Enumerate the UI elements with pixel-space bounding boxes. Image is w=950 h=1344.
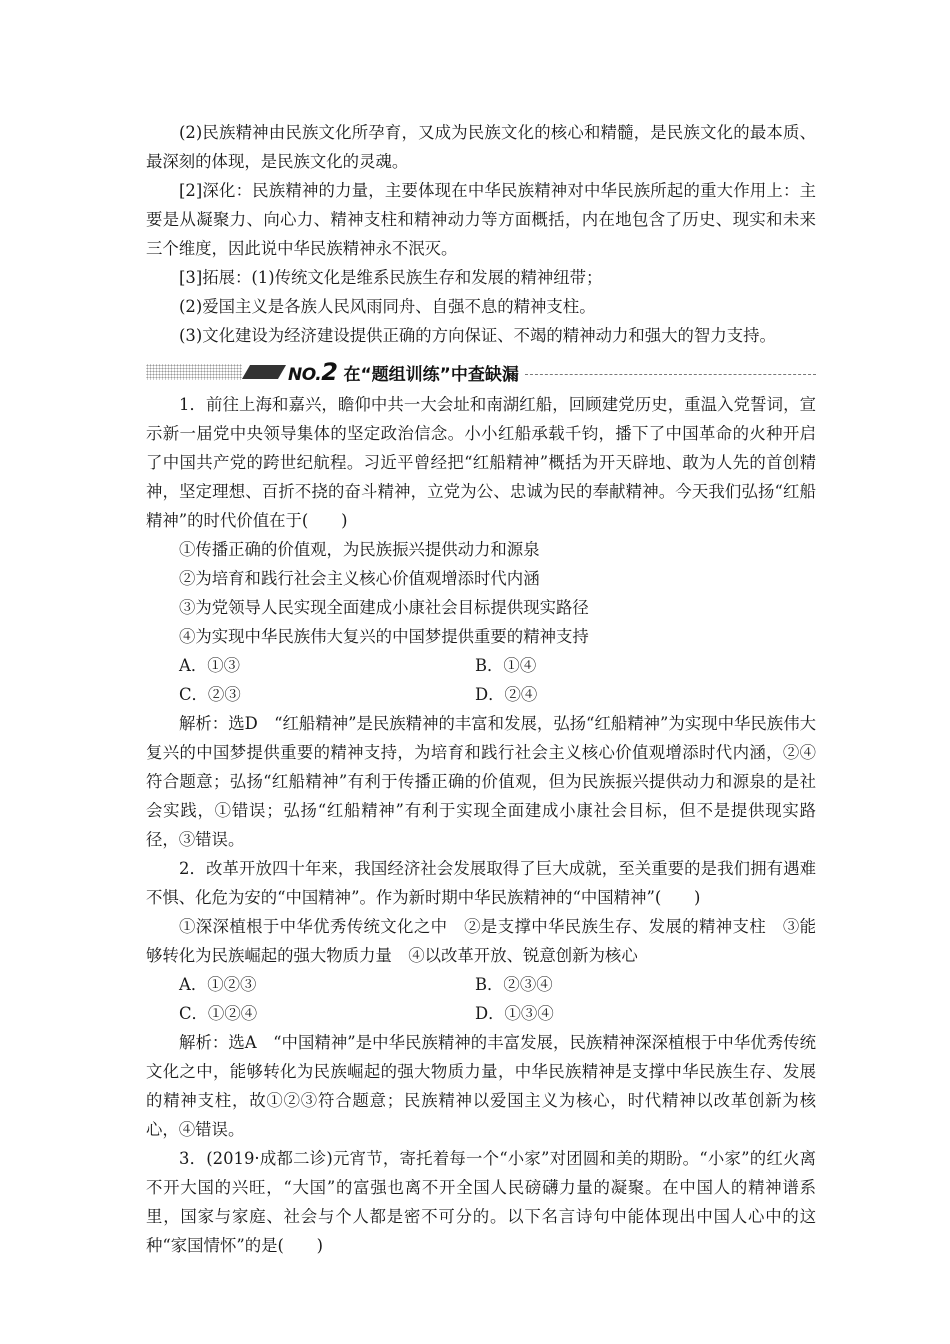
question-1-item: ②为培育和践行社会主义核心价值观增添时代内涵 xyxy=(179,569,540,588)
question-3-stem: 3．(2019·成都二诊)元宵节，寄托着每一个“小家”对团圆和美的期盼。“小家”的红火离不开大国的兴旺，“大国”的富强也离不开全国人民磅礴力量的凝聚。在中国人的精神谱系里，国家与家庭、社会与个人都是密不可分的。以下名言诗句中能体现出中国人心中的这种“家国情怀”的是( ) xyxy=(146,1149,816,1255)
document-page xyxy=(146,118,816,1260)
section-title: 在“题组训练”中查缺漏 xyxy=(343,364,519,385)
section-banner xyxy=(146,356,816,388)
question-1-analysis: 解析：选D “红船精神”是民族精神的丰富和发展，弘扬“红船精神”为实现中华民族伟大复兴的中国梦提供重要的精神支持，为培育和践行社会主义核心价值观增添时代内涵，②④符合题意；弘扬“红船精神”有利于传播正确的价值观，但为民族振兴提供动力和源泉的是社会实践，①错误；弘扬“红船精神”有利于实现全面建成小康社会目标，但不是提供现实路径，③错误。 xyxy=(146,714,816,849)
question-1-option-d: D．②④ xyxy=(475,685,538,704)
question-2-stem: 2．改革开放四十年来，我国经济社会发展取得了巨大成就，至关重要的是我们拥有遇难不惧、化危为安的“中国精神”。作为新时期中华民族精神的“中国精神”( ) xyxy=(146,859,816,907)
question-1-options-row-1 xyxy=(146,651,816,680)
question-2-option-a: A．①②③ xyxy=(179,975,257,994)
question-2-option-c: C．①②④ xyxy=(179,1004,258,1023)
intro-paragraph-3: [3]拓展：(1)传统文化是维系民族生存和发展的精神纽带； xyxy=(179,268,603,287)
section-number-label: NO. xyxy=(288,365,322,385)
question-1-option-b: B．①④ xyxy=(475,656,537,675)
question-1-stem: 1．前往上海和嘉兴，瞻仰中共一大会址和南湖红船，回顾建党历史，重温入党誓词，宣示新一届党中央领导集体的坚定政治信念。小小红船承载千钧，播下了中国革命的火种开启了中国共产党的跨世纪航程。习近平曾经把“红船精神”概括为开天辟地、敢为人先的首创精神，坚定理想、百折不挠的奋斗精神，立党为公、忠诚为民的奉献精神。今天我们弘扬“红船精神”的时代价值在于( ) xyxy=(146,395,816,530)
question-1-option-a: A．①③ xyxy=(179,656,241,675)
question-2-option-d: D．①③④ xyxy=(475,1004,554,1023)
intro-paragraph-2: [2]深化：民族精神的力量，主要体现在中华民族精神对中华民族所起的重大作用上：主要是从凝聚力、向心力、精神支柱和精神动力等方面概括，内在地包含了历史、现实和未来三个维度，因此说中华民族精神永不泯灭。 xyxy=(146,181,816,258)
question-2-options-row-2 xyxy=(146,999,816,1028)
section-number xyxy=(288,358,337,386)
question-1-item: ①传播正确的价值观，为民族振兴提供动力和源泉 xyxy=(179,540,540,559)
dot-pattern-decoration xyxy=(146,364,242,380)
question-2-option-b: B．②③④ xyxy=(475,975,553,994)
slant-bar-decoration xyxy=(242,365,286,379)
question-2-analysis: 解析：选A “中国精神”是中华民族精神的丰富发展，民族精神深深植根于中华优秀传统文化之中，能够转化为民族崛起的强大物质力量，中华民族精神是支撑中华民族生存、发展的精神支柱，故①②③符合题意；民族精神以爱国主义为核心，时代精神以改革创新为核心，④错误。 xyxy=(146,1033,816,1139)
question-1-item: ④为实现中华民族伟大复兴的中国梦提供重要的精神支持 xyxy=(179,627,589,646)
intro-paragraph-4: (2)爱国主义是各族人民风雨同舟、自强不息的精神支柱。 xyxy=(179,297,596,316)
question-1-options-row-2 xyxy=(146,680,816,709)
intro-paragraph-5: (3)文化建设为经济建设提供正确的方向保证、不竭的精神动力和强大的智力支持。 xyxy=(179,326,776,345)
question-2-options-row-1 xyxy=(146,970,816,999)
intro-paragraph-1: (2)民族精神由民族文化所孕育，又成为民族文化的核心和精髓，是民族文化的最本质、最深刻的体现，是民族文化的灵魂。 xyxy=(146,123,816,171)
dashed-divider xyxy=(525,374,816,375)
section-number-value: 2 xyxy=(321,358,338,386)
question-1-item: ③为党领导人民实现全面建成小康社会目标提供现实路径 xyxy=(179,598,589,617)
question-2-items: ①深深植根于中华优秀传统文化之中 ②是支撑中华民族生存、发展的精神支柱 ③能够转化为民族崛起的强大物质力量 ④以改革开放、锐意创新为核心 xyxy=(146,917,816,965)
question-1-option-c: C．②③ xyxy=(179,685,241,704)
